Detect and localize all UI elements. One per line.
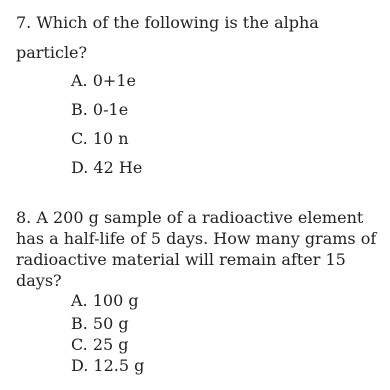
question-7-stem-line-2: particle? [16, 43, 88, 62]
question-8-stem-line-1: 8. A 200 g sample of a radioactive element [16, 208, 364, 227]
question-8-stem-line-2: has a half-life of 5 days. How many grams of [16, 229, 377, 248]
question-7-option-b: B. 0-1e [71, 100, 129, 119]
question-7-stem-line-1: 7. Which of the following is the alpha [16, 13, 319, 32]
question-7-option-d: D. 42 He [71, 158, 143, 177]
question-8-option-d: D. 12.5 g [71, 356, 145, 375]
question-8-stem [16, 207, 376, 291]
question-8-option-a: A. 100 g [71, 291, 139, 310]
question-8-option-c: C. 25 g [71, 335, 129, 354]
question-8-stem-line-3: radioactive material will remain after 15 [16, 250, 346, 269]
question-7-option-c: C. 10 n [71, 129, 129, 148]
question-8-stem-line-4: days? [16, 271, 62, 290]
question-8-option-b: B. 50 g [71, 314, 129, 333]
question-7-option-a: A. 0+1e [71, 71, 136, 90]
